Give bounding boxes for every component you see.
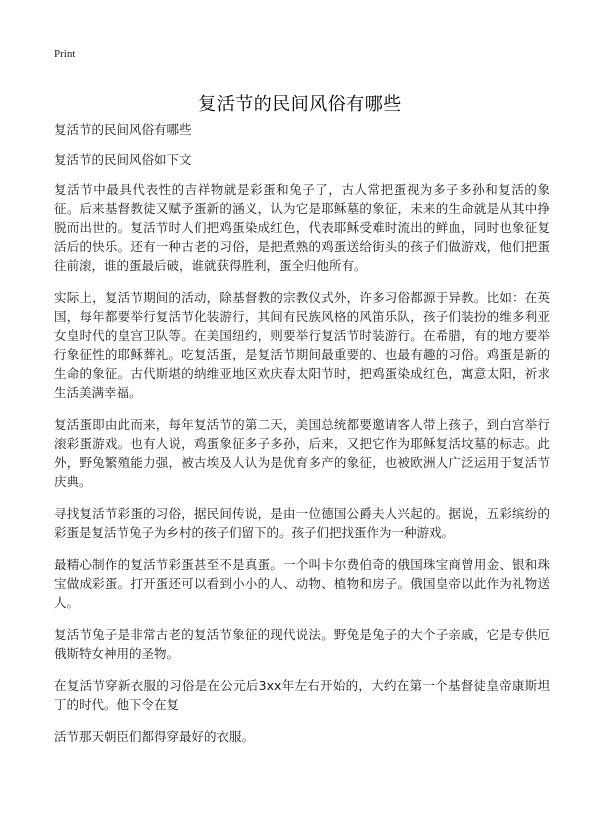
- article-body: [54, 120, 550, 759]
- paragraph: 在复活节穿新衣服的习俗是在公元后3xx年左右开始的，大约在第一个基督徒皇帝康斯坦丁的时代。他下令在复: [54, 678, 550, 712]
- print-label: Print: [54, 48, 76, 60]
- paragraph: 活节那天朝臣们都得穿最好的衣服。: [54, 729, 255, 744]
- paragraph: 最精心制作的复活节彩蛋甚至不是真蛋。一个叫卡尔费伯奇的俄国珠宝商曾用金、银和珠宝做成彩蛋。打开蛋还可以看到小小的人、动物、植物和房子。俄国皇帝以此作为礼物送人。: [54, 557, 550, 610]
- paragraph-subtitle: 复活节的民间风俗有哪些: [54, 122, 192, 137]
- paragraph: 寻找复活节彩蛋的习俗，据民间传说，是由一位德国公爵夫人兴起的。据说，五彩缤纷的彩蛋是复活节兔子为乡村的孩子们留下的。孩子们把找蛋作为一种游戏。: [54, 506, 550, 540]
- paragraph: 复活蛋即由此而来，每年复活节的第二天，美国总统都要邀请客人带上孩子，到白宫举行滚彩蛋游戏。也有人说，鸡蛋象征多子多孙，后来，又把它作为耶稣复活坟墓的标志。此外，野兔繁殖能力强，被古埃及人认为是优育多产的象征，也被欧洲人广泛运用于复活节庆典。: [54, 417, 550, 489]
- paragraph: 复活节兔子是非常古老的复活节象征的现代说法。野兔是兔子的大个子亲戚，它是专供厄俄斯特女神用的圣物。: [54, 627, 550, 661]
- page-title: 复活节的民间风俗有哪些: [198, 94, 402, 116]
- paragraph: 复活节中最具代表性的吉祥物就是彩蛋和兔子了，古人常把蛋视为多子多孙和复活的象征。后来基督教徒又赋予蛋新的涵义，认为它是耶稣墓的象征，未来的生命就是从其中挣脱而出世的。复活节时人们把鸡蛋染成红色，代表耶稣受难时流出的鲜血，同时也象征复活后的快乐。还有一种古老的习俗，是把煮熟的鸡蛋送给街头的孩子们做游戏，他们把蛋往前滚，谁的蛋最后破，谁就获得胜利，蛋全归他所有。: [54, 182, 550, 273]
- paragraph: 实际上，复活节期间的活动，除基督教的宗教仪式外，许多习俗都源于异教。比如：在英国，每年都要举行复活节化装游行，其间有民族风格的风笛乐队，孩子们装扮的维多利亚女皇时代的皇宫卫队等。在美国纽约，则要举行复活节时装游行。在希腊，有的地方要举行象征性的耶稣葬礼。吃复活蛋，是复活节期间最重要的、也最有趣的习俗。鸡蛋是新的生命的象征。古代斯堪的纳维亚地区欢庆春太阳节时，把鸡蛋染成红色，寓意太阳，祈求生活美满幸福。: [54, 290, 550, 400]
- paragraph-intro: 复活节的民间风俗如下文: [54, 152, 192, 167]
